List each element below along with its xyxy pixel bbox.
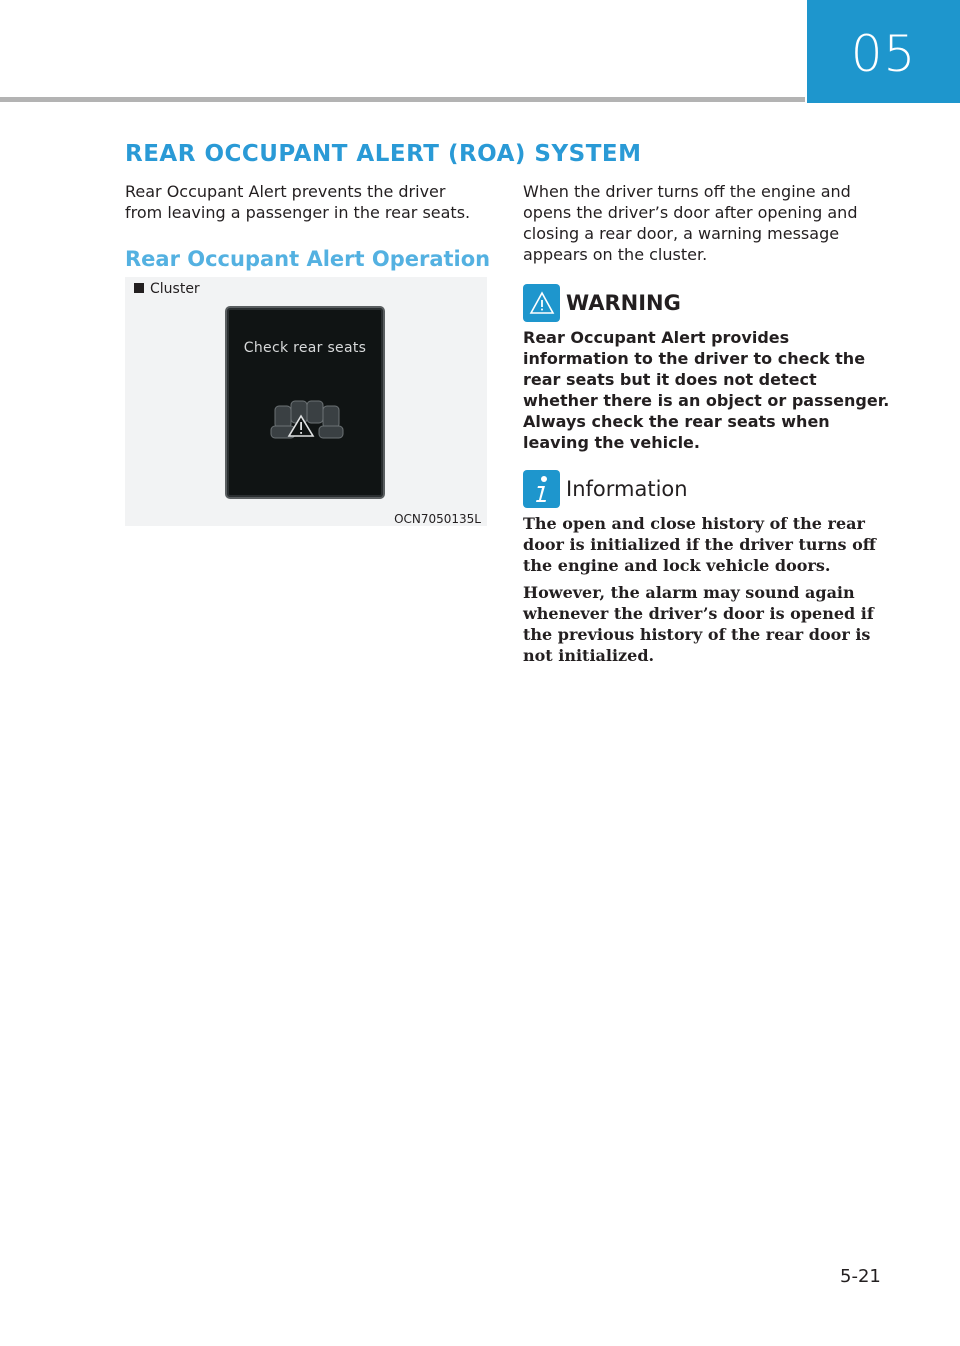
operation-description: When the driver turns off the engine and opens the driver’s door after opening and closing a rear door, a warning message appears on the cluster.: [523, 182, 858, 264]
cluster-figure: [125, 277, 487, 526]
page-number: 5-21: [840, 1266, 881, 1287]
chapter-number: 05: [850, 24, 917, 83]
warning-title: WARNING: [566, 291, 681, 315]
figure-caption: [134, 281, 200, 297]
warning-triangle-icon: [523, 284, 560, 322]
warning-text: Rear Occupant Alert provides information to the driver to check the rear seats but it does not detect whether there is an object or passenger. Always check the rear seats when leaving the vehicle.: [523, 328, 890, 452]
cluster-message: Check rear seats: [243, 340, 367, 356]
section-title: REAR OCCUPANT ALERT (ROA) SYSTEM: [125, 141, 642, 167]
information-header: [523, 473, 891, 505]
info-i-icon: [523, 470, 560, 508]
information-paragraph-1: The open and close history of the rear door is initialized if the driver turns off the engine and lock vehicle doors.: [523, 514, 876, 575]
information-paragraph-2: However, the alarm may sound again whenever the driver’s door is opened if the previous history of the rear door is not initialized.: [523, 583, 874, 665]
chapter-tab: [807, 0, 960, 103]
figure-code: OCN7050135L: [394, 512, 481, 526]
left-column: [125, 181, 491, 526]
intro-paragraph: Rear Occupant Alert prevents the driver from leaving a passenger in the rear seats.: [125, 182, 471, 222]
figure-caption-text: Cluster: [150, 281, 200, 297]
header-rule: [0, 97, 805, 102]
operation-subtitle: Rear Occupant Alert Operation: [125, 247, 491, 271]
warning-header: [523, 287, 891, 319]
rear-seats-warning-icon: [269, 388, 349, 448]
cluster-screen: [225, 306, 385, 499]
information-title: Information: [566, 477, 688, 501]
right-column: [523, 181, 891, 666]
caption-bullet-icon: [134, 283, 144, 293]
